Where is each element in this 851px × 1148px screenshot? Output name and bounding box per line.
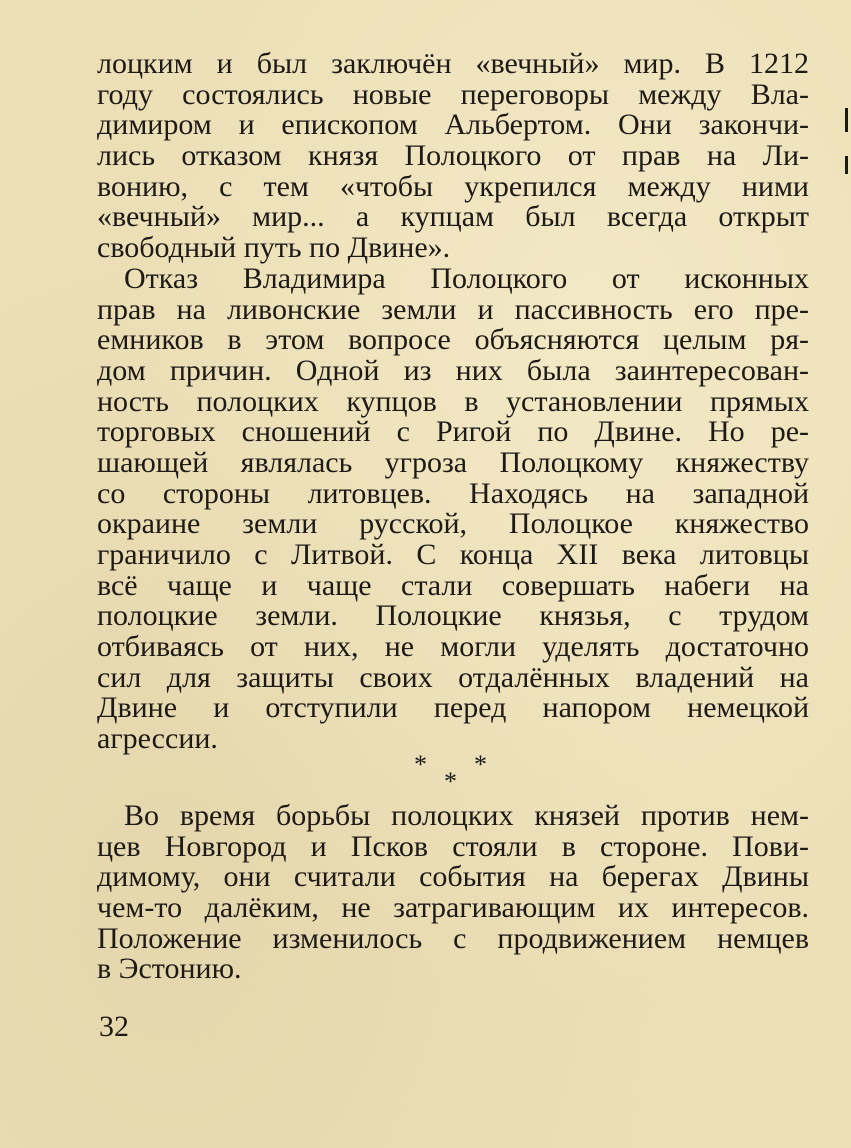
text-line: вонию, с тем «чтобы укрепился между ними <box>97 169 809 203</box>
text-line: «вечный» мир... а купцам был всегда открыт <box>97 200 809 234</box>
text-line: дом причин. Одной из них была заинтересован- <box>97 353 809 387</box>
paragraph-first-line: Во время борьбы полоцких князей против нем- <box>124 798 809 832</box>
text-line: полоцкие земли. Полоцкие князья, с трудом <box>97 599 809 633</box>
text-line: димиром и епископом Альбертом. Они закончи- <box>97 108 809 142</box>
text-line: прав на ливонские земли и пассивность его пре- <box>97 292 809 326</box>
text-line: окраине земли русской, Полоцкое княжество <box>97 507 809 541</box>
page-text <box>97 49 809 985</box>
text-line: свободный путь по Двине». <box>97 231 451 265</box>
section-separator <box>0 750 851 810</box>
text-line: ность полоцких купцов в установлении прямых <box>97 384 809 418</box>
text-line: чем-то далёким, не затрагивающим их интересов. <box>97 890 809 924</box>
text-line: в Эстонию. <box>97 952 242 986</box>
text-line: торговых сношений с Ригой по Двине. Но ре- <box>97 415 809 449</box>
page-edge-mark <box>845 108 848 132</box>
page-edge-mark <box>845 156 848 174</box>
text-line: всё чаще и чаще стали совершать набеги на <box>97 568 809 602</box>
text-line: отбиваясь от них, не могли уделять достаточно <box>97 630 809 664</box>
text-line: со стороны литовцев. Находясь на западной <box>97 476 809 510</box>
text-line: цев Новгород и Псков стояли в стороне. Пови- <box>97 829 809 863</box>
paragraph-first-line: Отказ Владимира Полоцкого от исконных <box>124 261 809 295</box>
text-line: димому, они считали события на берегах Двины <box>97 860 809 894</box>
text-line: году состоялись новые переговоры между Вла- <box>97 77 809 111</box>
text-line: емников в этом вопросе объясняются целым ря- <box>97 323 809 357</box>
text-line: Положение изменилось с продвижением немцев <box>97 921 809 955</box>
text-line: Двине и отступили перед напором немецкой <box>97 691 809 725</box>
page-number: 32 <box>99 1010 129 1043</box>
text-line: шающей являлась угроза Полоцкому княжеству <box>97 445 809 479</box>
asterisk-mark: * <box>414 750 427 779</box>
text-line: агрессии. <box>97 722 218 756</box>
asterisk-mark: * <box>474 750 487 779</box>
text-line: лоцким и был заключён «вечный» мир. В 1212 <box>97 47 809 80</box>
text-line: граничило с Литвой. С конца XII века литовцы <box>97 538 809 571</box>
asterisk-mark: * <box>444 767 457 796</box>
text-line: сил для защиты своих отдалённых владений на <box>97 660 809 694</box>
text-line: лись отказом князя Полоцкого от прав на Ли- <box>97 139 809 173</box>
